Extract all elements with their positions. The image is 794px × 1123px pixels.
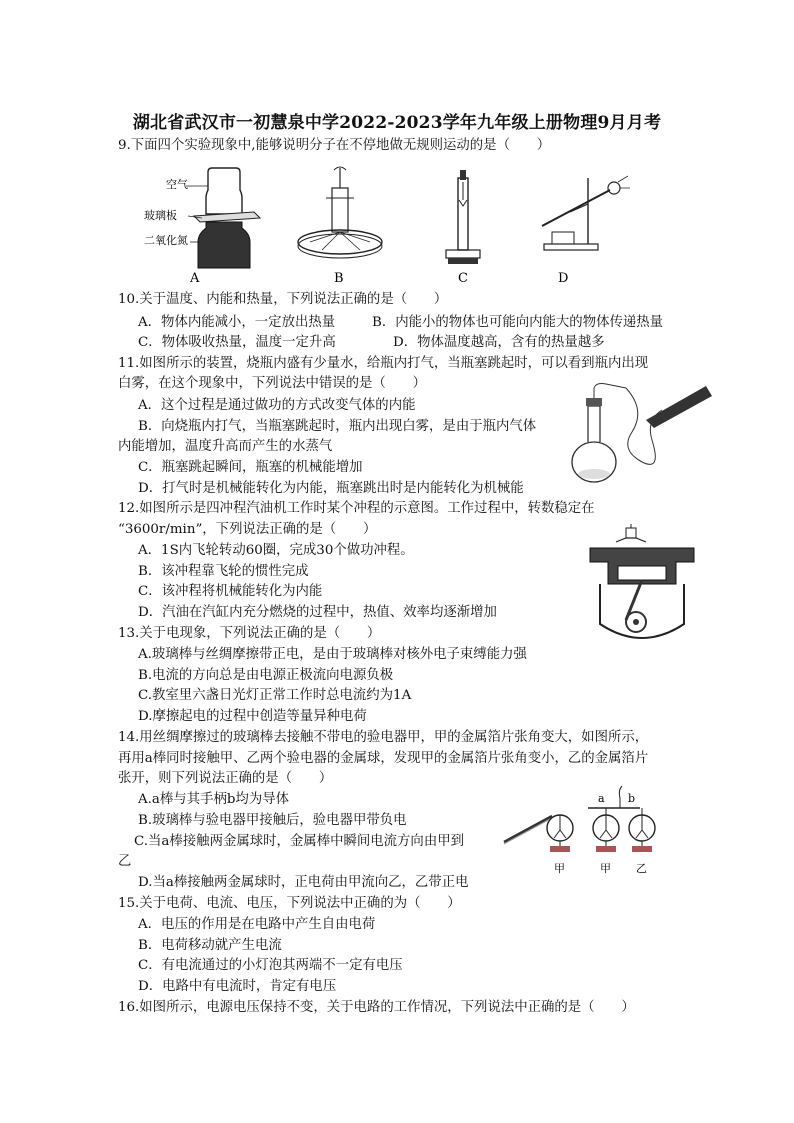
q12-stem-1: 12.如图所示是四冲程汽油机工作时某个冲程的示意图。工作过程中，转数稳定在 xyxy=(118,501,595,516)
q14-option-a: A.a棒与其手柄b均为导体 xyxy=(138,792,289,807)
q11-stem-2: 白雾，在这个现象中，下列说法中错误的是（ ） xyxy=(118,376,426,391)
q14-electroscope-figure xyxy=(502,784,674,880)
q11-option-c: C．瓶塞跳起瞬间，瓶塞的机械能增加 xyxy=(138,460,363,475)
q9-option-c-label: C xyxy=(458,271,468,286)
q12-option-b: B．该冲程靠飞轮的惯性完成 xyxy=(138,564,309,579)
q9-fig-a-jars xyxy=(186,168,260,268)
q13-stem: 13.关于电现象，下列说法正确的是（ ） xyxy=(118,626,381,641)
q9-option-b-label: B xyxy=(334,271,344,286)
q9-option-a-label: A xyxy=(190,271,200,286)
q12-option-a: A．1S内飞轮转动60圈，完成30个做功冲程。 xyxy=(138,543,414,558)
q10-option-b: B．内能小的物体也可能向内能大的物体传递热量 xyxy=(372,315,664,330)
q11-option-b-2: 内能增加，温度升高而产生的水蒸气 xyxy=(118,439,333,454)
q14-option-c-2: 乙 xyxy=(118,854,132,869)
q14-jia-label-2: 甲 xyxy=(600,862,611,875)
q9-label-air: 空气 xyxy=(166,178,188,191)
q9-fig-c-syringe xyxy=(446,170,480,264)
q9-fig-b-tray xyxy=(298,167,382,258)
q9-option-d-label: D xyxy=(558,271,569,286)
q12-option-c: C．该冲程将机械能转化为内能 xyxy=(138,584,323,599)
q9-label-no2: 二氧化氮 xyxy=(144,234,188,247)
q10-option-d: D．物体温度越高，含有的热量越多 xyxy=(393,335,605,350)
q14-electroscope-2 xyxy=(593,808,619,852)
page-title: 湖北省武汉市一初慧泉中学2022-2023学年九年级上册物理9月月考 xyxy=(132,113,662,133)
q9-stem: 9.下面四个实验现象中,能够说明分子在不停地做无规则运动的是（ ） xyxy=(118,138,551,153)
q13-option-a: A.玻璃棒与丝绸摩擦带正电，是由于玻璃棒对核外电子束缚能力强 xyxy=(138,647,527,662)
q12-engine-figure xyxy=(586,524,698,644)
q11-option-b-1: B．向烧瓶内打气，当瓶塞跳起时，瓶内出现白雾，是由于瓶内气体 xyxy=(138,419,537,434)
q9-label-glass: 玻璃板 xyxy=(144,209,177,222)
q15-stem: 15.关于电荷、电流、电压，下列说法中正确的为（ ） xyxy=(118,896,461,911)
q12-option-d: D．汽油在汽缸内充分燃烧的过程中，热值、效率均逐渐增加 xyxy=(138,605,497,620)
q14-option-c-1: C.当a棒接触两金属球时，金属棒中瞬间电流方向由甲到 xyxy=(134,834,464,849)
q14-electroscope-1 xyxy=(547,815,573,852)
q15-option-c: C．有电流通过的小灯泡其两端不一定有电压 xyxy=(138,958,403,973)
q13-option-c: C.教室里六盏日光灯正常工作时总电流约为1A xyxy=(138,688,412,703)
q11-flask-pump-figure xyxy=(566,380,716,490)
q15-option-a: A．电压的作用是在电路中产生自由电荷 xyxy=(138,917,376,932)
q14-stem-3: 张开，则下列说法正确的是（ ） xyxy=(118,771,333,786)
q9-fig-d-stand xyxy=(542,176,630,250)
q10-stem: 10.关于温度、内能和热量，下列说法正确的是（ ） xyxy=(118,292,448,307)
q11-stem-1: 11.如图所示的装置，烧瓶内盛有少量水，给瓶内打气，当瓶塞跳起时，可以看到瓶内出现 xyxy=(118,356,649,371)
q15-option-b: B．电荷移动就产生电流 xyxy=(138,938,282,953)
q11-option-d: D．打气时是机械能转化为内能，瓶塞跳出时是内能转化为机械能 xyxy=(138,481,524,496)
q14-stem-2: 再用a棒同时接触甲、乙两个验电器的金属球，发现甲的金属箔片张角变小，乙的金属箔片 xyxy=(118,751,649,766)
q10-option-a: A．物体内能减小，一定放出热量 xyxy=(138,315,336,330)
q14-electroscope-3 xyxy=(629,808,655,852)
q15-option-d: D．电路中有电流时，肯定有电压 xyxy=(138,979,337,994)
q14-yi-label: 乙 xyxy=(636,862,647,875)
q14-handle-b-label: b xyxy=(628,792,636,805)
q12-stem-2: “3600r/min”，下列说法正确的是（ ） xyxy=(118,522,377,537)
q14-rod-a-label: a xyxy=(598,792,605,805)
q14-stem-1: 14.用丝绸摩擦过的玻璃棒去接触不带电的验电器甲，甲的金属箔片张角变大，如图所示， xyxy=(118,730,649,745)
q14-option-d: D.当a棒接触两金属球时，正电荷由甲流向乙，乙带正电 xyxy=(138,875,469,890)
q10-option-c: C．物体吸收热量，温度一定升高 xyxy=(138,335,336,350)
q9-figure xyxy=(144,160,630,286)
q13-option-b: B.电流的方向总是由电源正极流向电源负极 xyxy=(138,668,394,683)
q14-jia-label-1: 甲 xyxy=(554,862,565,875)
q13-option-d: D.摩擦起电的过程中创造等量异种电荷 xyxy=(138,709,367,724)
q16-stem: 16.如图所示，电源电压保持不变，关于电路的工作情况，下列说法中正确的是（ ） xyxy=(118,1000,635,1015)
q14-option-b: B.玻璃棒与验电器甲接触后，验电器甲带负电 xyxy=(138,813,407,828)
q11-option-a: A．这个过程是通过做功的方式改变气体的内能 xyxy=(138,398,416,413)
